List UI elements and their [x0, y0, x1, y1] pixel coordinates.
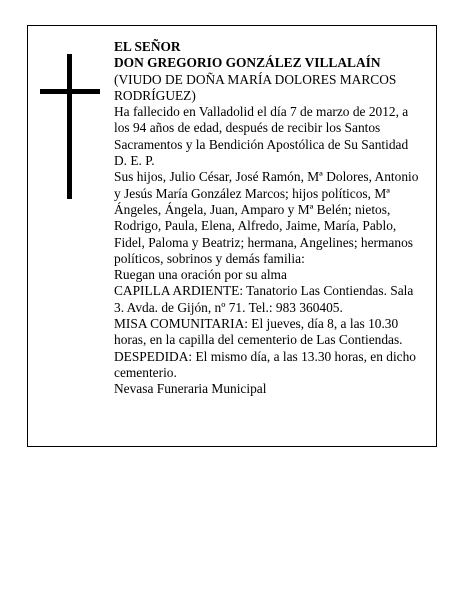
- obituary-notice: [27, 25, 437, 447]
- death-notice: Ha fallecido en Valladolid el día 7 de marzo de 2012, a los 94 años de edad, después de recibir los Santos Sacramentos y la Bendición Apostólica de Su Santidad: [114, 104, 409, 152]
- mass-info: MISA COMUNITARIA: El jueves, día 8, a las 10.30 horas, en la capilla del cementerio de Las Contiendas.: [114, 316, 403, 348]
- family-list: Sus hijos, Julio César, José Ramón, Mª Dolores, Antonio y Jesús María González Marcos; hijos políticos, Mª Ángeles, Ángela, Juan, Amparo y Mª Belén; nietos, Rodrigo, Paula, Elena, Alfredo, Jaime, María, Pablo, Fidel, Paloma y Beatriz; hermana, Angelines; hermanos políticos, sobrinos y demás familia:: [114, 169, 419, 266]
- chapel-info: CAPILLA ARDIENTE: Tanatorio Las Contiendas. Sala 3. Avda. de Gijón, nº 71. Tel.: 983 360405.: [114, 283, 414, 315]
- notice-text: [114, 39, 426, 398]
- widower-subtitle: (VIUDO DE DOÑA MARÍA DOLORES MARCOS RODRÍGUEZ): [114, 71, 397, 103]
- prayer-request: Ruegan una oración por su alma: [114, 267, 287, 283]
- cross-vertical-bar: [67, 54, 72, 199]
- rip-line: D. E. P.: [114, 153, 155, 169]
- cross-horizontal-bar: [40, 89, 100, 94]
- deceased-name: DON GREGORIO GONZÁLEZ VILLALAÍN: [114, 55, 381, 71]
- farewell-info: DESPEDIDA: El mismo día, a las 13.30 horas, en dicho cementerio.: [114, 348, 416, 380]
- cross-icon: [40, 54, 100, 199]
- title-line-1: EL SEÑOR: [114, 39, 181, 54]
- funeral-home: Nevasa Funeraria Municipal: [114, 381, 267, 397]
